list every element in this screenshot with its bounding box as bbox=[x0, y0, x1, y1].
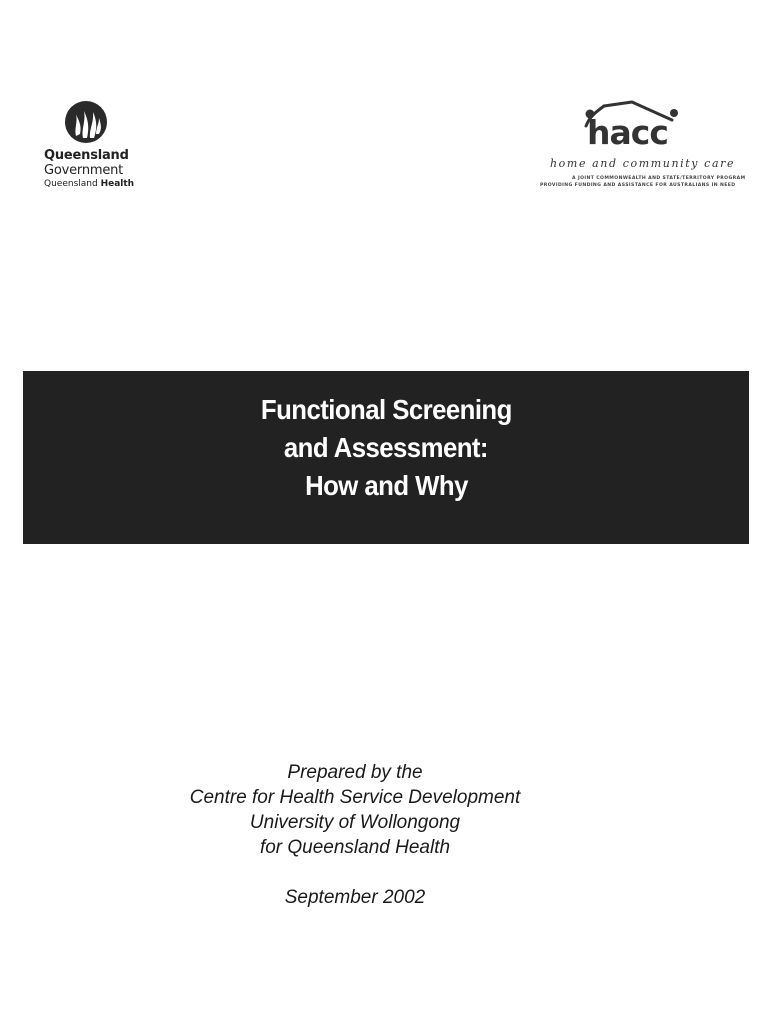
university-line: University of Wollongong bbox=[249, 812, 461, 833]
qld-logo-line3-a: Queensland bbox=[44, 179, 101, 189]
title-band bbox=[23, 371, 749, 544]
title-line-1: Functional Screening bbox=[260, 394, 512, 425]
qld-logo-line3 bbox=[44, 179, 134, 189]
hacc-fine-print-1: A JOINT COMMONWEALTH AND STATE/TERRITORY PROGRAM bbox=[572, 176, 746, 181]
hacc-logo bbox=[532, 100, 746, 195]
hacc-wordmark: hacc bbox=[587, 113, 668, 152]
prepared-by-block bbox=[0, 760, 710, 910]
hacc-subtitle: home and community care bbox=[550, 157, 736, 170]
hacc-fine-print-2: PROVIDING FUNDING AND ASSISTANCE FOR AUSTRALIANS IN NEED bbox=[540, 183, 736, 188]
qld-logo-line2: Government bbox=[44, 163, 124, 178]
title-line-3: How and Why bbox=[304, 470, 468, 501]
client-line: for Queensland Health bbox=[259, 837, 451, 858]
qld-logo-line1: Queensland bbox=[44, 148, 129, 163]
qld-logo-line3-b: Health bbox=[100, 179, 135, 189]
queensland-emblem-icon bbox=[64, 98, 108, 146]
publication-date: September 2002 bbox=[284, 887, 426, 908]
organisation-line: Centre for Health Service Development bbox=[189, 787, 521, 808]
queensland-government-logo bbox=[44, 98, 174, 193]
prepared-by-line: Prepared by the bbox=[287, 762, 423, 783]
title-line-2: and Assessment: bbox=[283, 432, 489, 463]
